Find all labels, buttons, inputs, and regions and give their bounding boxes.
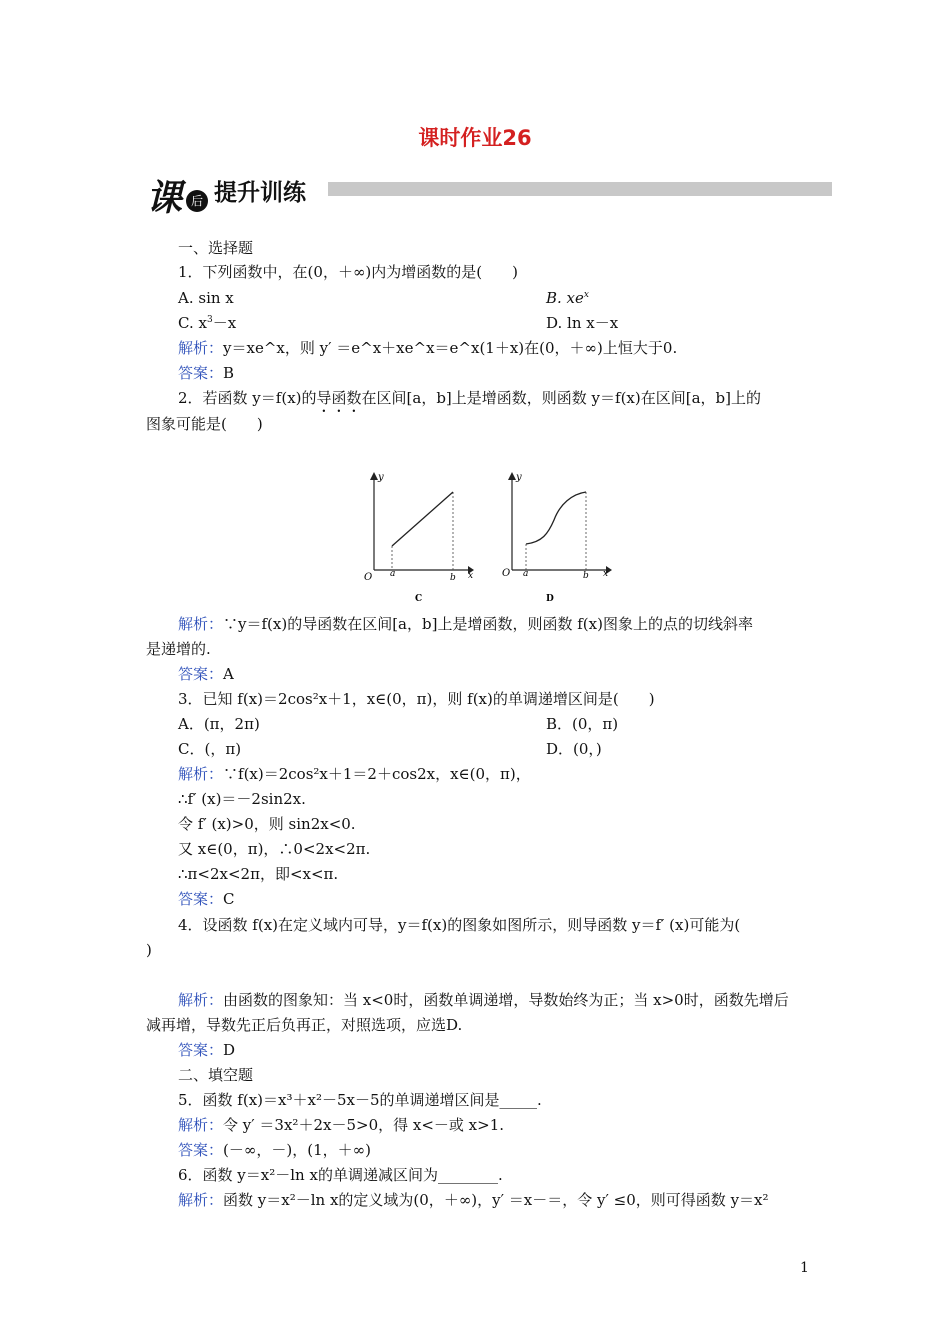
q1-answer: [178, 363, 234, 383]
q4-stem: 4．设函数 f(x)在定义域内可导，y＝f(x)的图象如图所示，则导函数 y＝f′ (x)可能为(: [178, 916, 741, 934]
q2-answer: [178, 664, 234, 684]
q5-answer-value: (－∞，－)，(1，＋∞): [223, 1141, 371, 1159]
q5-answer: [178, 1140, 371, 1160]
q4-analysis-label: 解析：: [178, 991, 224, 1009]
section-heading-choice: 一、选择题: [178, 239, 254, 257]
q4-answer: [178, 1040, 235, 1060]
q3-analysis-text: ∵f(x)＝2cos²x＋1＝2＋cos2x，x∈(0，π)，: [223, 765, 531, 783]
q4-answer-value: D: [223, 1041, 236, 1059]
q1-stem: 1．下列函数中，在(0，＋∞)内为增函数的是( ): [178, 263, 518, 281]
q3-analysis-line3: 令 f′ (x)>0，则 sin2x<0.: [178, 815, 356, 833]
q1-option-c-tail: －x: [212, 314, 237, 332]
q1-option-a: A. sin x: [178, 289, 234, 307]
graph-d-y-label: y: [516, 472, 522, 483]
q2-stem-part2: 在区间[a，b]上是增函数，则函数 y＝f(x)在区间[a，b]上的: [361, 389, 761, 407]
banner-tag: 课后作业·日日清|35分钟: [688, 197, 826, 211]
q4-answer-label: 答案：: [178, 1041, 224, 1059]
page-title: 课时作业26: [418, 126, 532, 150]
q3-option-a: A．(π，2π): [178, 715, 260, 733]
graph-d-caption: D: [546, 594, 554, 604]
q2-stem: [178, 388, 761, 416]
section-banner: [146, 168, 836, 219]
q3-option-b: B．(0，π): [546, 715, 619, 733]
q6-stem: 6．函数 y＝x²－ln x的单调递减区间为________.: [178, 1166, 503, 1184]
banner-logo-badge: 后: [186, 190, 208, 212]
q1-analysis-label: 解析：: [178, 339, 224, 357]
q2-stem-part1: 2．若函数 y＝f(x)的: [178, 389, 317, 407]
q2-stem-line2: 图象可能是( ): [146, 415, 263, 433]
q2-analysis-label: 解析：: [178, 615, 224, 633]
graph-c-b-label: b: [450, 573, 456, 583]
graph-c-a-label: a: [390, 569, 396, 579]
graph-c-y-label: y: [378, 472, 384, 483]
graph-d-x-label: x: [603, 569, 609, 579]
q6-analysis-label: 解析：: [178, 1191, 224, 1209]
page-number: 1: [800, 1260, 809, 1276]
q1-option-b-sup: x: [583, 290, 589, 300]
q5-stem: 5．函数 f(x)＝x³＋x²－5x－5的单调递增区间是_____.: [178, 1091, 542, 1109]
q5-analysis-text: 令 y′ ＝3x²＋2x－5>0，得 x<－或 x>1.: [223, 1116, 505, 1134]
q3-analysis: [178, 764, 531, 784]
banner-logo: 课: [146, 177, 183, 219]
graph-c-x-label: x: [468, 571, 474, 581]
q4-analysis-line2: 减再增，导数先正后负再正，对照选项，应选D.: [146, 1016, 463, 1034]
graph-d-origin: O: [502, 568, 511, 579]
q2-answer-label: 答案：: [178, 665, 224, 683]
graph-d-b-label: b: [583, 571, 589, 581]
q5-analysis: [178, 1115, 504, 1135]
q5-analysis-label: 解析：: [178, 1116, 224, 1134]
q3-answer: [178, 889, 235, 909]
q6-analysis: [178, 1190, 769, 1210]
q4-stem-line2: ): [146, 941, 152, 959]
q1-option-b: [546, 288, 589, 308]
graph-d-a-label: a: [523, 569, 529, 579]
graph-c-caption: C: [415, 594, 423, 604]
q3-stem: 3．已知 f(x)＝2cos²x＋1，x∈(0，π)，则 f(x)的单调递增区间是( ): [178, 690, 655, 708]
q1-answer-label: 答案：: [178, 364, 224, 382]
q1-analysis-text: y＝xe^x，则 y′ ＝e^x＋xe^x＝e^x(1＋x)在(0，＋∞)上恒大于0.: [223, 339, 678, 357]
q1-analysis: [178, 338, 677, 358]
banner-title: 提升训练: [214, 180, 306, 206]
graph-c-origin: O: [364, 572, 373, 583]
q3-answer-label: 答案：: [178, 890, 224, 908]
section-heading-fill: 二、填空题: [178, 1066, 254, 1084]
q2-graph-figure: [360, 468, 620, 608]
q1-option-c-text: C. x: [178, 314, 207, 332]
q1-option-b-text: B. xe: [546, 289, 584, 307]
q2-stem-emphasis: 导函数: [316, 389, 362, 407]
q3-option-d: D．(0，): [546, 740, 602, 758]
q3-analysis-line4: 又 x∈(0，π)，∴0<2x<2π.: [178, 840, 371, 858]
q1-option-c: [178, 313, 236, 333]
q2-analysis-line2: 是递增的.: [146, 640, 211, 658]
q3-analysis-line5: ∴π<2x<2π，即<x<π.: [178, 865, 339, 883]
q2-analysis-text: ∵y＝f(x)的导函数在区间[a，b]上是增函数，则函数 f(x)图象上的点的切线斜率: [223, 615, 753, 633]
q2-answer-value: A: [223, 665, 234, 683]
q4-analysis-text: 由函数的图象知：当 x<0时，函数单调递增，导数始终为正；当 x>0时，函数先增后: [223, 991, 789, 1009]
q1-option-c-sup: 3: [206, 315, 213, 325]
q3-analysis-label: 解析：: [178, 765, 224, 783]
q3-option-c: C．(，π): [178, 740, 242, 758]
graph-d: [502, 472, 612, 604]
banner-bar: [328, 182, 832, 211]
q1-answer-value: B: [223, 364, 235, 382]
q5-answer-label: 答案：: [178, 1141, 224, 1159]
q3-answer-value: C: [223, 890, 235, 908]
q6-analysis-text: 函数 y＝x²－ln x的定义域为(0，＋∞)，y′ ＝x－＝，令 y′ ≤0，则可得函数 y＝x²: [223, 1191, 769, 1209]
graph-c: [364, 472, 474, 604]
q3-analysis-line2: ∴f′ (x)＝－2sin2x.: [178, 790, 306, 808]
q1-option-d: D. ln x－x: [546, 314, 619, 332]
q2-analysis: [178, 614, 753, 634]
q4-analysis: [178, 990, 789, 1010]
